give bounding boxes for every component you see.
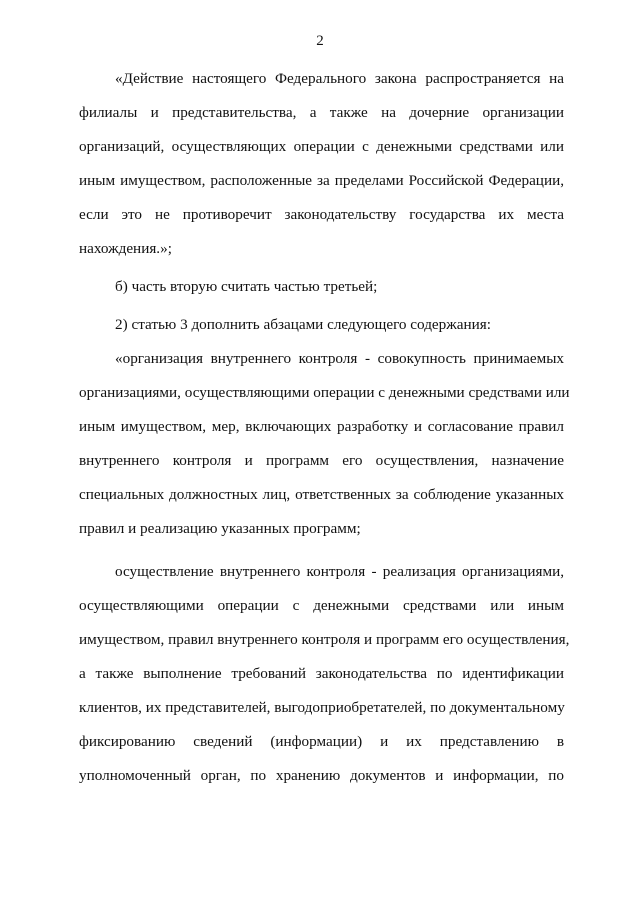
text-line: фиксированию сведений (информации) и их представлению в [79,733,564,750]
text-line: «Действие настоящего Федерального закона распространяется на [115,70,564,87]
text-line: уполномоченный орган, по хранению документов и информации, по [79,767,564,784]
text-line: имуществом, правил внутреннего контроля и программ его осуществления, [79,631,570,648]
text-line: осуществляющими операции с денежными средствами или иным [79,597,564,614]
text-line: иным имуществом, мер, включающих разработку и согласование правил [79,418,564,435]
text-line: нахождения.»; [79,240,172,257]
text-line: специальных должностных лиц, ответственных за соблюдение указанных [79,486,564,503]
text-line: осуществление внутреннего контроля - реализация организациями, [115,563,564,580]
page-number: 2 [316,33,324,49]
text-line: иным имуществом, расположенные за пределами Российской Федерации, [79,172,564,189]
document-body [79,62,570,793]
paragraph-item-b [79,270,564,304]
text-line: клиентов, их представителей, выгодоприобретателей, по документальному [79,699,565,716]
text-line: организаций, осуществляющих операции с денежными средствами или [79,138,564,155]
paragraph-item-2 [79,308,564,342]
paragraph-definition-internal-control [79,342,570,546]
text-line: правил и реализацию указанных программ; [79,520,361,537]
text-line: организациями, осуществляющими операции с денежными средствами или [79,384,570,401]
text-line: филиалы и представительства, а также на дочерние организации [79,104,564,121]
text-line: а также выполнение требований законодательства по идентификации [79,665,564,682]
paragraph-quote-article-2 [79,62,564,266]
text-line: внутреннего контроля и программ его осуществления, назначение [79,452,564,469]
text-line: 2) статью 3 дополнить абзацами следующего содержания: [115,316,491,333]
text-line: б) часть вторую считать частью третьей; [115,278,378,295]
text-line: «организация внутреннего контроля - совокупность принимаемых [115,350,564,367]
text-line: если это не противоречит законодательству государства их места [79,206,564,223]
paragraph-definition-implementation [79,555,570,793]
